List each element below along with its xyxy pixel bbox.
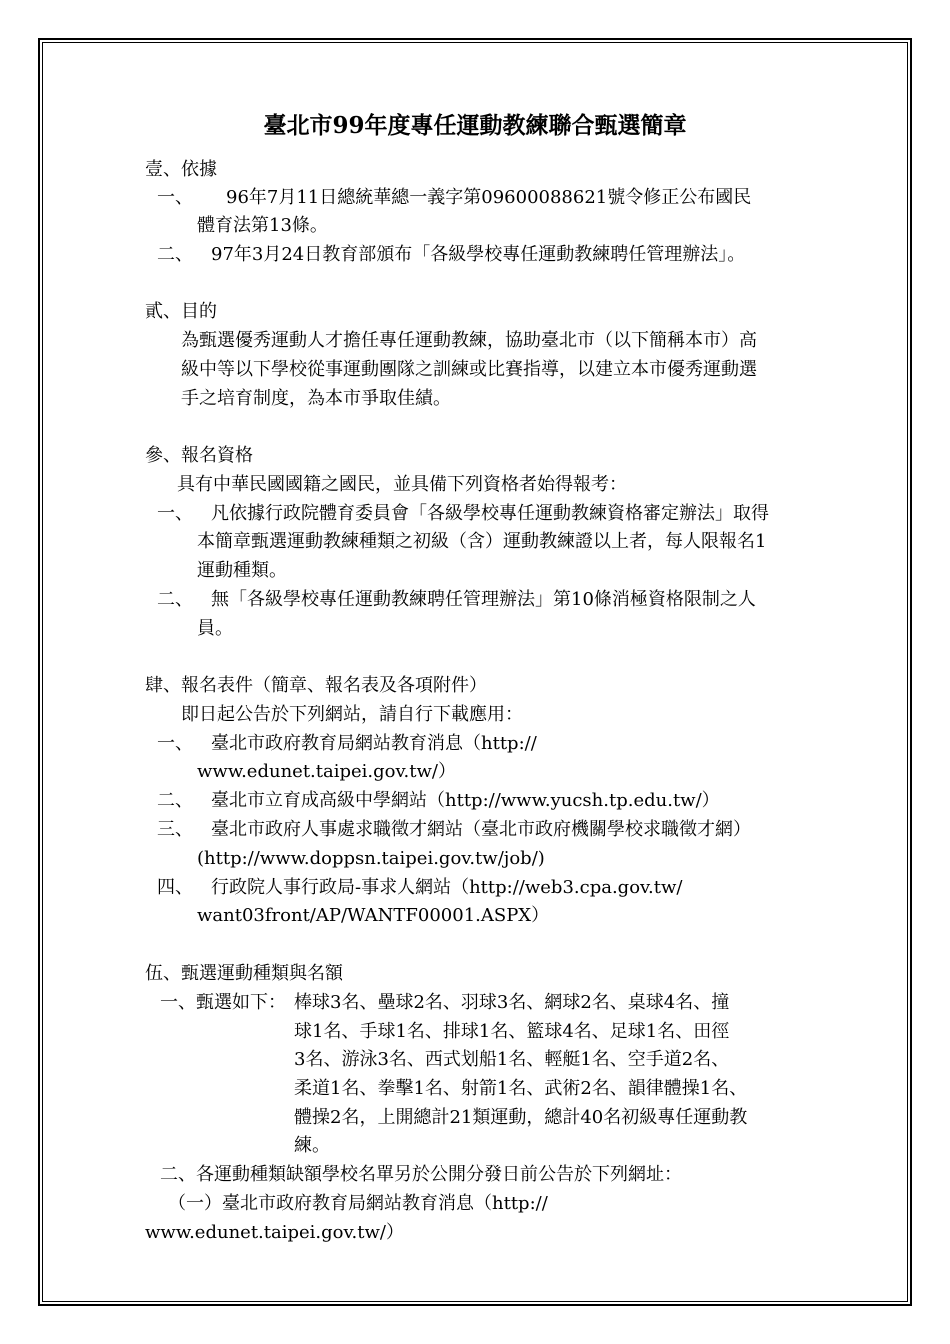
section-heading: 肆、報名表件（簡章、報名表及各項附件） <box>145 675 487 696</box>
paragraph-line: 柔道1名、拳擊1名、射箭1名、武術2名、韻律體操1名、 <box>294 1078 748 1099</box>
url-text: (http://www.doppsn.taipei.gov.tw/job/) <box>197 848 545 869</box>
document-title: 臺北市99年度專任運動教練聯合甄選簡章 <box>263 112 687 139</box>
section-heading: 參、報名資格 <box>145 445 253 466</box>
section-heading: 伍、甄選運動種類與名額 <box>145 963 343 984</box>
item-number: 四、 <box>157 877 193 898</box>
url-text: www.edunet.taipei.gov.tw/） <box>145 1222 404 1243</box>
paragraph-line: 臺北市立育成高級中學網站（http://www.yucsh.tp.edu.tw/） <box>211 790 720 811</box>
item-number: 一、 <box>157 733 193 754</box>
item-number: 三、 <box>157 819 193 840</box>
url-text: want03front/AP/WANTF00001.ASPX） <box>197 905 550 926</box>
paragraph-line: 手之培育制度，為本市爭取佳績。 <box>181 388 451 409</box>
paragraph-line: 棒球3名、壘球2名、羽球3名、網球2名、桌球4名、撞 <box>294 992 730 1013</box>
section-heading: 貳、目的 <box>145 301 217 322</box>
item-number: 二、 <box>157 244 193 265</box>
paragraph-line: 體育法第13條。 <box>197 215 328 236</box>
item-number: 一、 <box>157 187 193 208</box>
paragraph-line: 行政院人事行政局-事求人網站（http://web3.cpa.gov.tw/ <box>211 877 683 898</box>
paragraph-line: 練。 <box>294 1135 330 1156</box>
paragraph-line: 即日起公告於下列網站，請自行下載應用： <box>181 704 523 725</box>
paragraph-line: （一）臺北市政府教育局網站教育消息（http:// <box>168 1193 548 1214</box>
paragraph-line: 96年7月11日總統華總一義字第09600088621號令修正公布國民 <box>226 187 752 208</box>
item-number: 二、 <box>157 790 193 811</box>
paragraph-line: 臺北市政府教育局網站教育消息（http:// <box>211 733 537 754</box>
paragraph-line: 97年3月24日教育部頒布「各級學校專任運動教練聘任管理辦法」。 <box>211 244 746 265</box>
section-heading: 壹、依據 <box>145 159 217 180</box>
item-number: 二、 <box>157 589 193 610</box>
paragraph-line: 體操2名，上開總計21類運動，總計40名初級專任運動教 <box>294 1107 748 1128</box>
paragraph-line: 級中等以下學校從事運動團隊之訓練或比賽指導，以建立本市優秀運動選 <box>181 359 757 380</box>
paragraph-line: 運動種類。 <box>197 560 287 581</box>
paragraph-line: 凡依據行政院體育委員會「各級學校專任運動教練資格審定辦法」取得 <box>211 503 769 524</box>
paragraph-line: 具有中華民國國籍之國民，並具備下列資格者始得報考： <box>177 474 627 495</box>
paragraph-line: 為甄選優秀運動人才擔任專任運動教練，協助臺北市（以下簡稱本市）高 <box>181 330 757 351</box>
paragraph-line: 臺北市政府人事處求職徵才網站（臺北市政府機關學校求職徵才網） <box>211 819 751 840</box>
paragraph-line: 無「各級學校專任運動教練聘任管理辦法」第10條消極資格限制之人 <box>211 589 756 610</box>
paragraph-line: 3名、游泳3名、西式划船1名、輕艇1名、空手道2名、 <box>294 1049 730 1070</box>
paragraph-line: 本簡章甄選運動教練種類之初級（含）運動教練證以上者，每人限報名1 <box>197 531 767 552</box>
paragraph-line: 二、各運動種類缺額學校名單另於公開分發日前公告於下列網址： <box>160 1164 682 1185</box>
paragraph-line: 球1名、手球1名、排球1名、籃球4名、足球1名、田徑 <box>294 1021 730 1042</box>
item-number: 一、 <box>157 503 193 524</box>
item-number: 一、甄選如下： <box>160 992 286 1013</box>
url-text: www.edunet.taipei.gov.tw/） <box>197 761 456 782</box>
paragraph-line: 員。 <box>197 618 233 639</box>
